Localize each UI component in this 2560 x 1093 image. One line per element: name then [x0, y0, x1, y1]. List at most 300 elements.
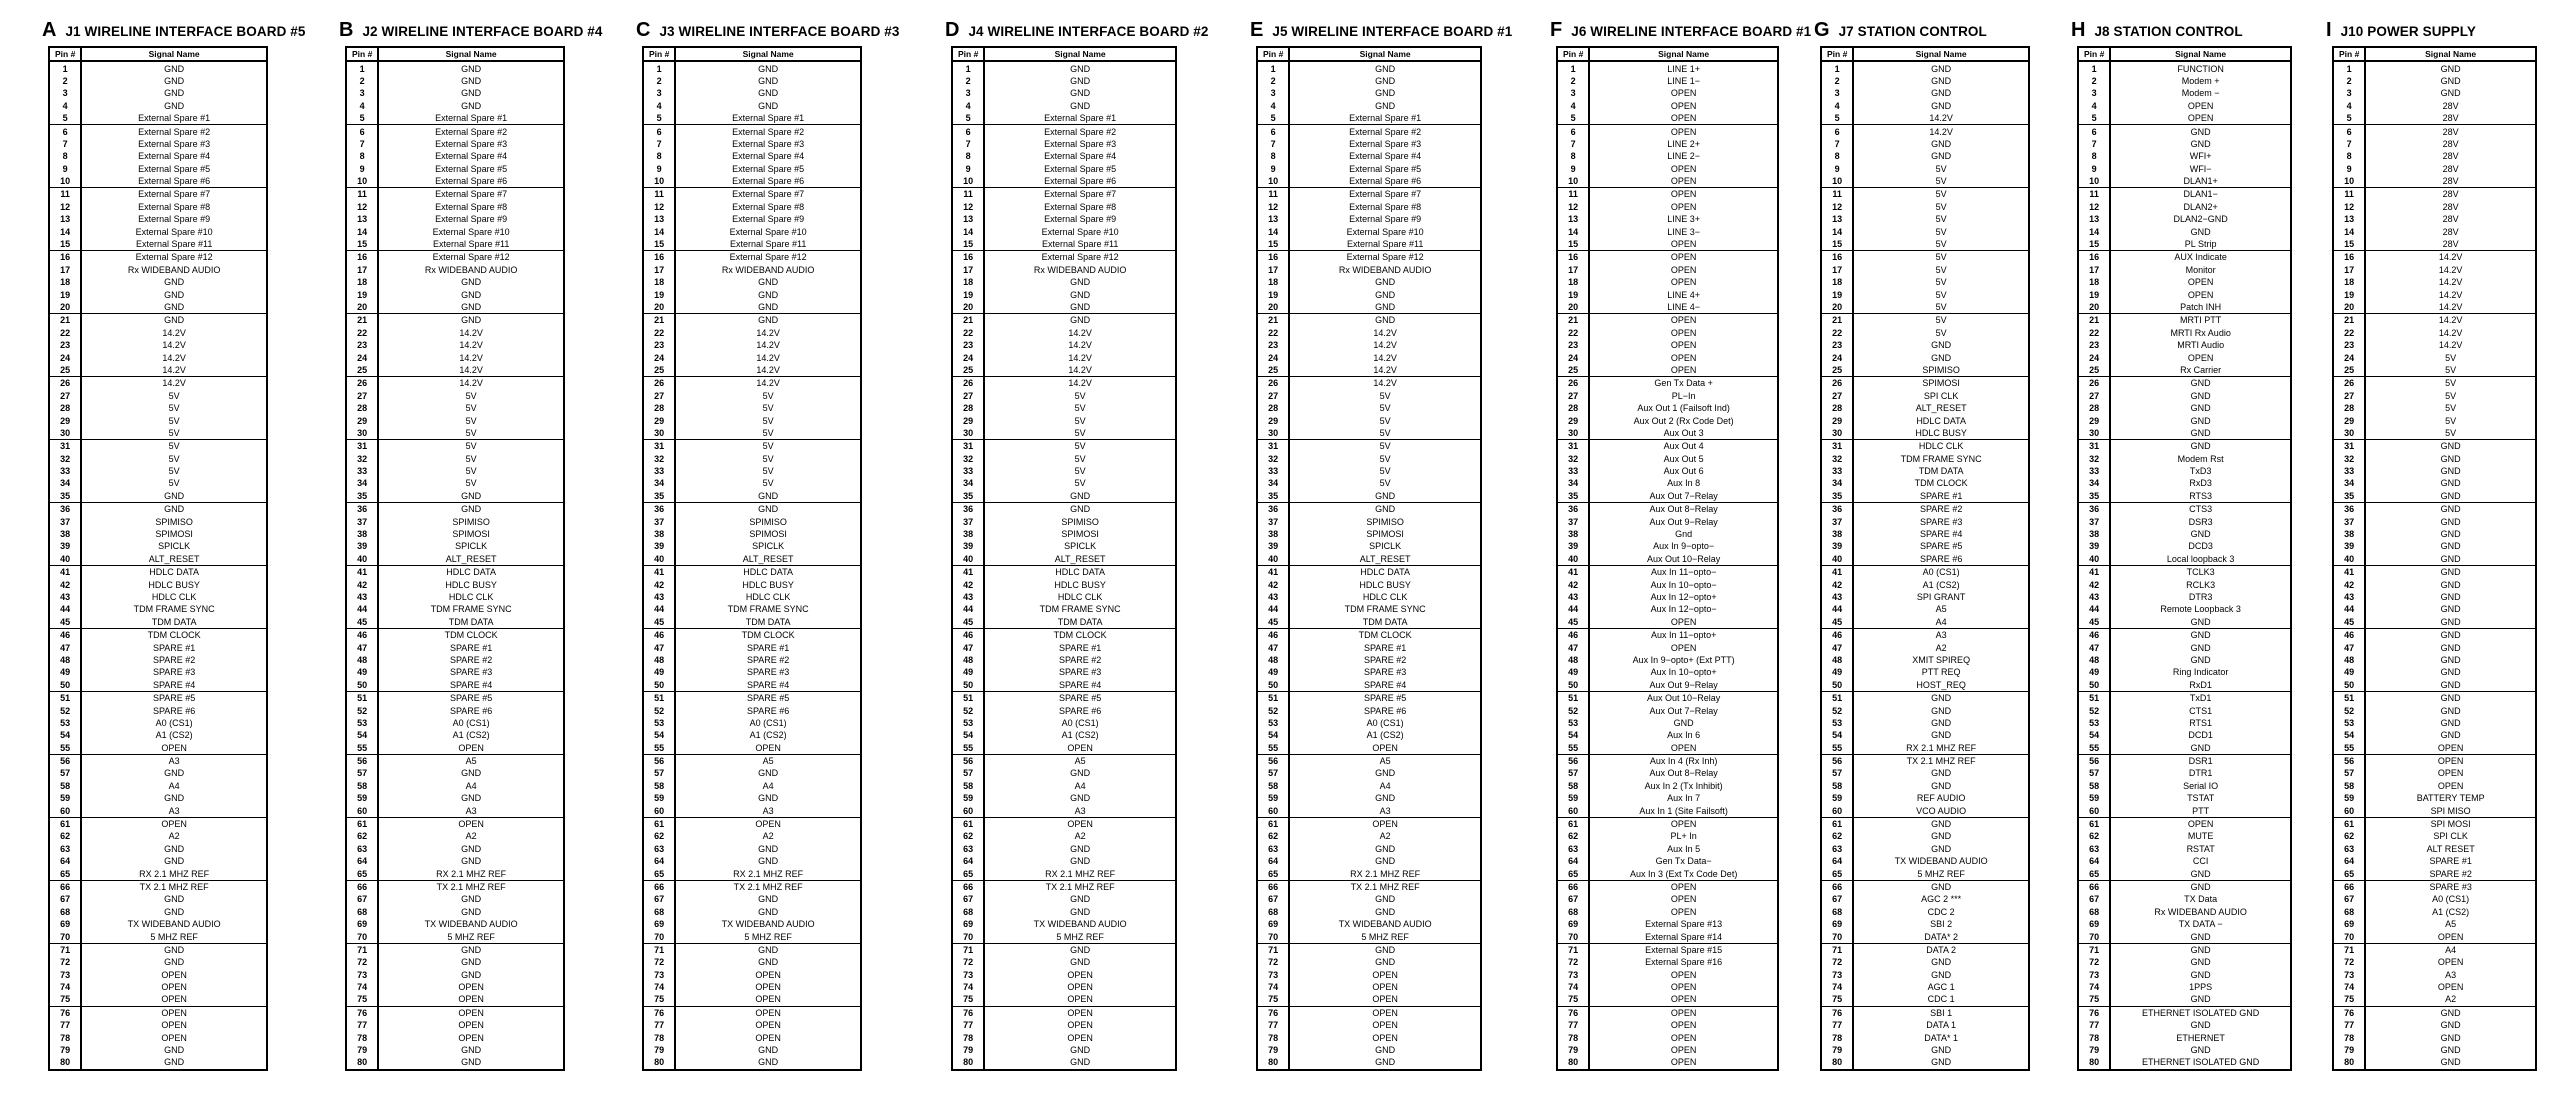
pin-number: 80	[952, 1056, 984, 1069]
pin-number: 76	[2333, 1006, 2365, 1019]
signal-name: SPARE #4	[152, 679, 196, 690]
pin-number: 1	[2078, 61, 2110, 74]
pin-number: 75	[1257, 993, 1289, 1006]
table-row	[346, 918, 564, 930]
table-row	[1821, 540, 2029, 552]
pin-number: 11	[952, 188, 984, 201]
pin-number: 26	[2078, 377, 2110, 390]
table-row	[952, 691, 1176, 704]
table-row	[952, 264, 1176, 276]
signal-name: Aux In 2 (Tx Inhibit)	[1644, 780, 1723, 791]
table-row	[643, 969, 861, 981]
table-row	[346, 503, 564, 516]
pin-number: 18	[1557, 276, 1589, 288]
signal-name: Modem +	[2181, 75, 2220, 86]
table-row	[643, 528, 861, 540]
signal-name: DATA* 2	[1924, 931, 1958, 942]
table-row	[1557, 741, 1778, 754]
signal-name: 14.2V	[1068, 364, 1092, 375]
signal-name: GND	[2190, 529, 2211, 540]
pin-number: 33	[2333, 465, 2365, 477]
table-row	[643, 61, 861, 74]
table-row	[952, 867, 1176, 880]
table-row	[1257, 616, 1481, 629]
signal-name: LINE 4−	[1667, 302, 1701, 312]
table-row	[49, 477, 267, 489]
table-row	[49, 1044, 267, 1056]
pin-number: 58	[1821, 780, 1853, 792]
table-row	[49, 453, 267, 465]
pin-number: 24	[2078, 351, 2110, 363]
panel-letter: A	[42, 19, 57, 41]
pin-number: 54	[1557, 729, 1589, 741]
signal-name: External Spare #8	[138, 201, 211, 212]
table-header-row	[952, 47, 1176, 61]
pin-number: 35	[1821, 490, 1853, 503]
signal-name: A2	[1074, 831, 1086, 842]
table-row	[346, 993, 564, 1006]
pin-number: 57	[643, 767, 675, 779]
pin-number: 70	[346, 930, 378, 943]
pin-number: 69	[1557, 918, 1589, 930]
signal-name: GND	[758, 793, 779, 804]
table-row	[2333, 100, 2536, 112]
signal-name: External Spare #3	[435, 138, 508, 149]
signal-name: GND	[1853, 691, 2029, 704]
pin-number: 27	[952, 390, 984, 402]
pin-number: 34	[1257, 477, 1289, 489]
table-row	[1821, 351, 2029, 363]
pin-number: 31	[2078, 440, 2110, 453]
pin-number: 71	[2333, 943, 2365, 956]
pin-number: 35	[346, 490, 378, 503]
signal-name: CDC 2	[1927, 906, 1955, 917]
signal-name: OPEN	[984, 1006, 1176, 1019]
table-row	[1257, 138, 1481, 150]
table-row	[346, 741, 564, 754]
signal-name: OPEN	[81, 1006, 267, 1019]
signal-name: Modem −	[2181, 88, 2220, 99]
pin-number: 14	[1557, 225, 1589, 237]
pin-number: 3	[346, 87, 378, 99]
table-row	[49, 465, 267, 477]
signal-name: 5V	[465, 415, 477, 426]
table-row	[2078, 163, 2291, 175]
table-row	[1821, 327, 2029, 339]
signal-name: 5V	[1379, 427, 1391, 438]
table-row	[952, 654, 1176, 666]
signal-name: 14.2V	[459, 327, 483, 338]
panel-letter: I	[2326, 19, 2332, 41]
table-row	[49, 780, 267, 792]
table-row	[2078, 893, 2291, 905]
table-row	[2078, 1044, 2291, 1056]
pin-number: 64	[346, 855, 378, 867]
pin-number: 18	[952, 276, 984, 288]
table-row	[2078, 918, 2291, 930]
pin-number: 72	[1821, 956, 1853, 968]
pin-number: 53	[643, 717, 675, 729]
signal-name: GND	[461, 793, 482, 804]
pin-number: 51	[49, 691, 81, 704]
pin-number: 14	[643, 225, 675, 237]
table-row	[952, 503, 1176, 516]
signal-name: DCD1	[2188, 730, 2213, 741]
table-row	[2078, 767, 2291, 779]
table-row	[346, 100, 564, 112]
signal-name: OPEN	[755, 982, 781, 993]
signal-name: GND	[2110, 880, 2291, 893]
table-row	[49, 528, 267, 540]
table-row	[49, 616, 267, 629]
pin-number: 13	[952, 213, 984, 225]
table-row	[1257, 75, 1481, 87]
pin-number: 63	[1821, 843, 1853, 855]
pin-number: 44	[2333, 603, 2365, 615]
table-row	[1821, 364, 2029, 377]
signal-name: Aux In 7	[1667, 793, 1701, 804]
pin-number: 59	[952, 792, 984, 804]
signal-name: GND	[2440, 717, 2461, 728]
signal-name: TSTAT	[2187, 793, 2215, 804]
pin-number: 66	[1557, 880, 1589, 893]
table-row	[49, 301, 267, 314]
pin-number: 27	[346, 390, 378, 402]
table-row	[346, 276, 564, 288]
signal-name: External Spare #6	[732, 176, 805, 187]
pin-number: 23	[2333, 339, 2365, 351]
pin-number: 9	[1821, 163, 1853, 175]
signal-name: 5V	[1379, 453, 1391, 464]
table-row	[49, 314, 267, 327]
pin-number: 10	[346, 175, 378, 188]
table-row	[346, 477, 564, 489]
pin-number: 43	[952, 591, 984, 603]
table-row	[1257, 465, 1481, 477]
table-row	[346, 704, 564, 716]
pin-number: 12	[1821, 201, 1853, 213]
pin-number: 30	[952, 427, 984, 440]
pin-number: 49	[643, 666, 675, 678]
table-row	[49, 251, 267, 264]
signal-name: DATA 1	[1926, 1020, 1956, 1031]
pin-number: 74	[643, 981, 675, 993]
panel-header	[636, 14, 900, 41]
signal-name: OPEN	[1670, 906, 1697, 917]
pin-number: 45	[1257, 616, 1289, 629]
pinout-panel	[1250, 14, 1513, 1071]
table-row	[2333, 679, 2536, 692]
pin-number: 58	[643, 780, 675, 792]
table-row	[346, 603, 564, 615]
table-row	[1257, 993, 1481, 1006]
signal-name: GND	[1070, 277, 1091, 288]
signal-name: 5V	[465, 403, 477, 414]
pin-number: 16	[952, 251, 984, 264]
pin-number: 3	[952, 87, 984, 99]
pin-number: 27	[1557, 390, 1589, 402]
table-row	[1821, 75, 2029, 87]
table-row	[952, 566, 1176, 579]
signal-name: SPARE #6	[1919, 553, 1963, 564]
table-row	[1821, 314, 2029, 327]
table-row	[2333, 691, 2536, 704]
table-row	[2078, 553, 2291, 566]
table-row	[1257, 251, 1481, 264]
pin-number: 7	[643, 138, 675, 150]
signal-name: GND	[81, 314, 267, 327]
signal-name: External Spare #3	[732, 138, 805, 149]
table-row	[2333, 61, 2536, 74]
pin-number: 31	[952, 440, 984, 453]
pin-number: 12	[1557, 201, 1589, 213]
signal-name: A3	[1379, 805, 1391, 816]
signal-name: SPARE #1	[2429, 856, 2472, 867]
pin-number: 24	[346, 351, 378, 363]
pin-number: 43	[1821, 591, 1853, 603]
signal-name: GND	[758, 490, 779, 501]
pin-number: 3	[1557, 87, 1589, 99]
signal-name: PL Strip	[2184, 239, 2217, 250]
table-row	[1257, 654, 1481, 666]
signal-name: Gen Tx Data−	[1655, 856, 1712, 867]
signal-name: OPEN	[1067, 1032, 1093, 1043]
pin-number: 52	[1821, 704, 1853, 716]
signal-name: External Spare #11	[1041, 239, 1119, 250]
table-row	[2333, 666, 2536, 678]
signal-name: GND	[1289, 503, 1481, 516]
signal-name: OPEN	[81, 817, 267, 830]
table-row	[346, 817, 564, 830]
signal-name: TDM CLOCK	[378, 628, 564, 641]
pin-number: 55	[643, 741, 675, 754]
signal-name: DCD3	[2188, 541, 2213, 552]
pin-number: 16	[2333, 251, 2365, 264]
signal-name: GND	[758, 100, 779, 111]
signal-name: SPICLK	[455, 541, 488, 552]
table-row	[346, 288, 564, 300]
table-row	[346, 792, 564, 804]
signal-name: SPARE #1	[1058, 642, 1102, 653]
table-row	[1557, 264, 1778, 276]
signal-name: SPI MISO	[2430, 805, 2471, 816]
pin-number: 1	[346, 61, 378, 74]
signal-name: A1 (CS2)	[2432, 906, 2470, 917]
table-row	[346, 830, 564, 842]
signal-name: 14.2V	[1068, 327, 1092, 338]
signal-name: OPEN	[1372, 742, 1398, 753]
signal-name: GND	[378, 314, 564, 327]
table-row	[49, 150, 267, 162]
signal-name: 14.2V	[675, 377, 861, 390]
table-row	[346, 867, 564, 880]
pin-number: 33	[346, 465, 378, 477]
table-row	[643, 314, 861, 327]
pin-number: 24	[2333, 351, 2365, 363]
pin-column-header: Pin #	[346, 47, 378, 61]
table-row	[49, 717, 267, 729]
signal-name: MRTI Audio	[2177, 340, 2225, 351]
signal-name: External Spare #10	[135, 226, 213, 237]
table-row	[49, 591, 267, 603]
pin-number: 58	[1257, 780, 1289, 792]
pin-number: 70	[49, 930, 81, 943]
signal-name: 14.2V	[756, 352, 780, 363]
pin-number: 63	[2333, 843, 2365, 855]
signal-name: SPARE #2	[449, 654, 493, 665]
signal-name: OPEN	[1670, 88, 1697, 99]
table-row	[1257, 225, 1481, 237]
signal-name: RX 2.1 MHZ REF	[1045, 868, 1116, 879]
table-row	[346, 566, 564, 579]
signal-name: ALT_RESET	[148, 553, 200, 564]
pin-number: 15	[1821, 238, 1853, 251]
signal-name: RTS3	[2189, 490, 2213, 501]
pin-number: 67	[1557, 893, 1589, 905]
table-row	[643, 616, 861, 629]
table-row	[49, 61, 267, 74]
signal-name: ETHERNET ISOLATED GND	[2110, 1006, 2291, 1019]
table-row	[49, 691, 267, 704]
pin-number: 71	[643, 943, 675, 956]
pin-number: 40	[1821, 553, 1853, 566]
pin-number: 50	[643, 679, 675, 692]
table-row	[1557, 503, 1778, 516]
table-row	[643, 138, 861, 150]
table-row	[2078, 87, 2291, 99]
table-row	[2333, 477, 2536, 489]
signal-name: SPARE #3	[152, 667, 196, 678]
pin-number: 19	[1257, 288, 1289, 300]
table-row	[643, 477, 861, 489]
table-row	[1821, 780, 2029, 792]
table-row	[1257, 780, 1481, 792]
signal-name: External Spare #4	[435, 151, 508, 162]
signal-name: VCO AUDIO	[1916, 805, 1967, 816]
pin-number: 70	[1557, 930, 1589, 943]
pin-number: 70	[1821, 930, 1853, 943]
signal-name: OPEN	[1589, 251, 1778, 264]
signal-name: SPARE #4	[1363, 679, 1407, 690]
signal-name: HDLC BUSY	[1054, 579, 1106, 590]
signal-name: A4	[1074, 780, 1086, 791]
signal-name: TxD1	[2110, 691, 2291, 704]
pin-number: 61	[2078, 817, 2110, 830]
signal-name: HDLC DATA	[378, 566, 564, 579]
signal-name: 5V	[1935, 201, 1947, 212]
table-row	[1557, 87, 1778, 99]
table-row	[2078, 880, 2291, 893]
table-row	[346, 112, 564, 125]
signal-name: Rx WIDEBAND AUDIO	[127, 264, 221, 275]
signal-name: 14.2V	[378, 377, 564, 390]
table-row	[952, 414, 1176, 426]
signal-name: 28V	[2442, 201, 2459, 212]
pin-number: 60	[2333, 804, 2365, 817]
pin-number: 22	[1257, 327, 1289, 339]
pin-number: 65	[1821, 867, 1853, 880]
table-row	[346, 956, 564, 968]
signal-name: SPI GRANT	[1916, 591, 1966, 602]
signal-name: 5V	[1074, 427, 1086, 438]
pin-number: 36	[952, 503, 984, 516]
pin-number: 52	[1257, 704, 1289, 716]
signal-name: GND	[1070, 906, 1091, 917]
signal-name: 28V	[2442, 163, 2459, 174]
table-row	[952, 427, 1176, 440]
signal-name: External Spare #12	[675, 251, 861, 264]
table-row	[1557, 75, 1778, 87]
table-row	[49, 402, 267, 414]
signal-name: RX 2.1 MHZ REF	[139, 868, 210, 879]
signal-name: OPEN	[1372, 1020, 1398, 1031]
pin-number: 19	[1557, 288, 1589, 300]
signal-name: A4	[168, 780, 180, 791]
table-row	[1821, 490, 2029, 503]
table-row	[49, 804, 267, 817]
signal-name: 5V	[2445, 352, 2457, 363]
table-row	[49, 566, 267, 579]
signal-name: GND	[1070, 1057, 1091, 1068]
pin-number: 25	[643, 364, 675, 377]
table-row	[1257, 1006, 1481, 1019]
table-row	[952, 591, 1176, 603]
table-row	[952, 628, 1176, 641]
pin-number: 47	[643, 641, 675, 653]
signal-name: GND	[2190, 1045, 2211, 1056]
panel-header	[2071, 14, 2292, 41]
signal-name: GND	[2440, 667, 2461, 678]
signal-name: GND	[758, 856, 779, 867]
table-row	[2078, 666, 2291, 678]
table-row	[2078, 616, 2291, 629]
table-row	[49, 553, 267, 566]
pin-number: 64	[1821, 855, 1853, 867]
pin-number: 68	[49, 906, 81, 918]
signal-name: SPARE #2	[152, 654, 196, 665]
table-row	[1557, 691, 1778, 704]
pin-number: 60	[346, 804, 378, 817]
table-row	[346, 163, 564, 175]
pin-number: 17	[1821, 264, 1853, 276]
pin-number: 59	[49, 792, 81, 804]
pin-number: 74	[49, 981, 81, 993]
signal-name: External Spare #1	[138, 113, 211, 124]
pin-number: 38	[1821, 528, 1853, 540]
pin-number: 46	[1257, 628, 1289, 641]
pin-number: 21	[952, 314, 984, 327]
table-row	[346, 540, 564, 552]
table-row	[346, 138, 564, 150]
signal-name: GND	[81, 943, 267, 956]
pin-number: 56	[643, 754, 675, 767]
table-row	[1257, 880, 1481, 893]
pin-number: 77	[346, 1019, 378, 1031]
pin-number: 20	[1557, 301, 1589, 314]
pin-number: 7	[952, 138, 984, 150]
pin-number: 24	[1257, 351, 1289, 363]
pin-number: 29	[346, 414, 378, 426]
signal-name: A5	[2445, 919, 2457, 930]
table-row	[49, 377, 267, 390]
table-row	[643, 87, 861, 99]
pin-number: 67	[643, 893, 675, 905]
signal-name: GND	[164, 277, 185, 288]
table-row	[1557, 276, 1778, 288]
signal-name: 14.2V	[1068, 340, 1092, 351]
signal-name: A0 (CS1)	[1366, 717, 1404, 728]
table-row	[643, 817, 861, 830]
